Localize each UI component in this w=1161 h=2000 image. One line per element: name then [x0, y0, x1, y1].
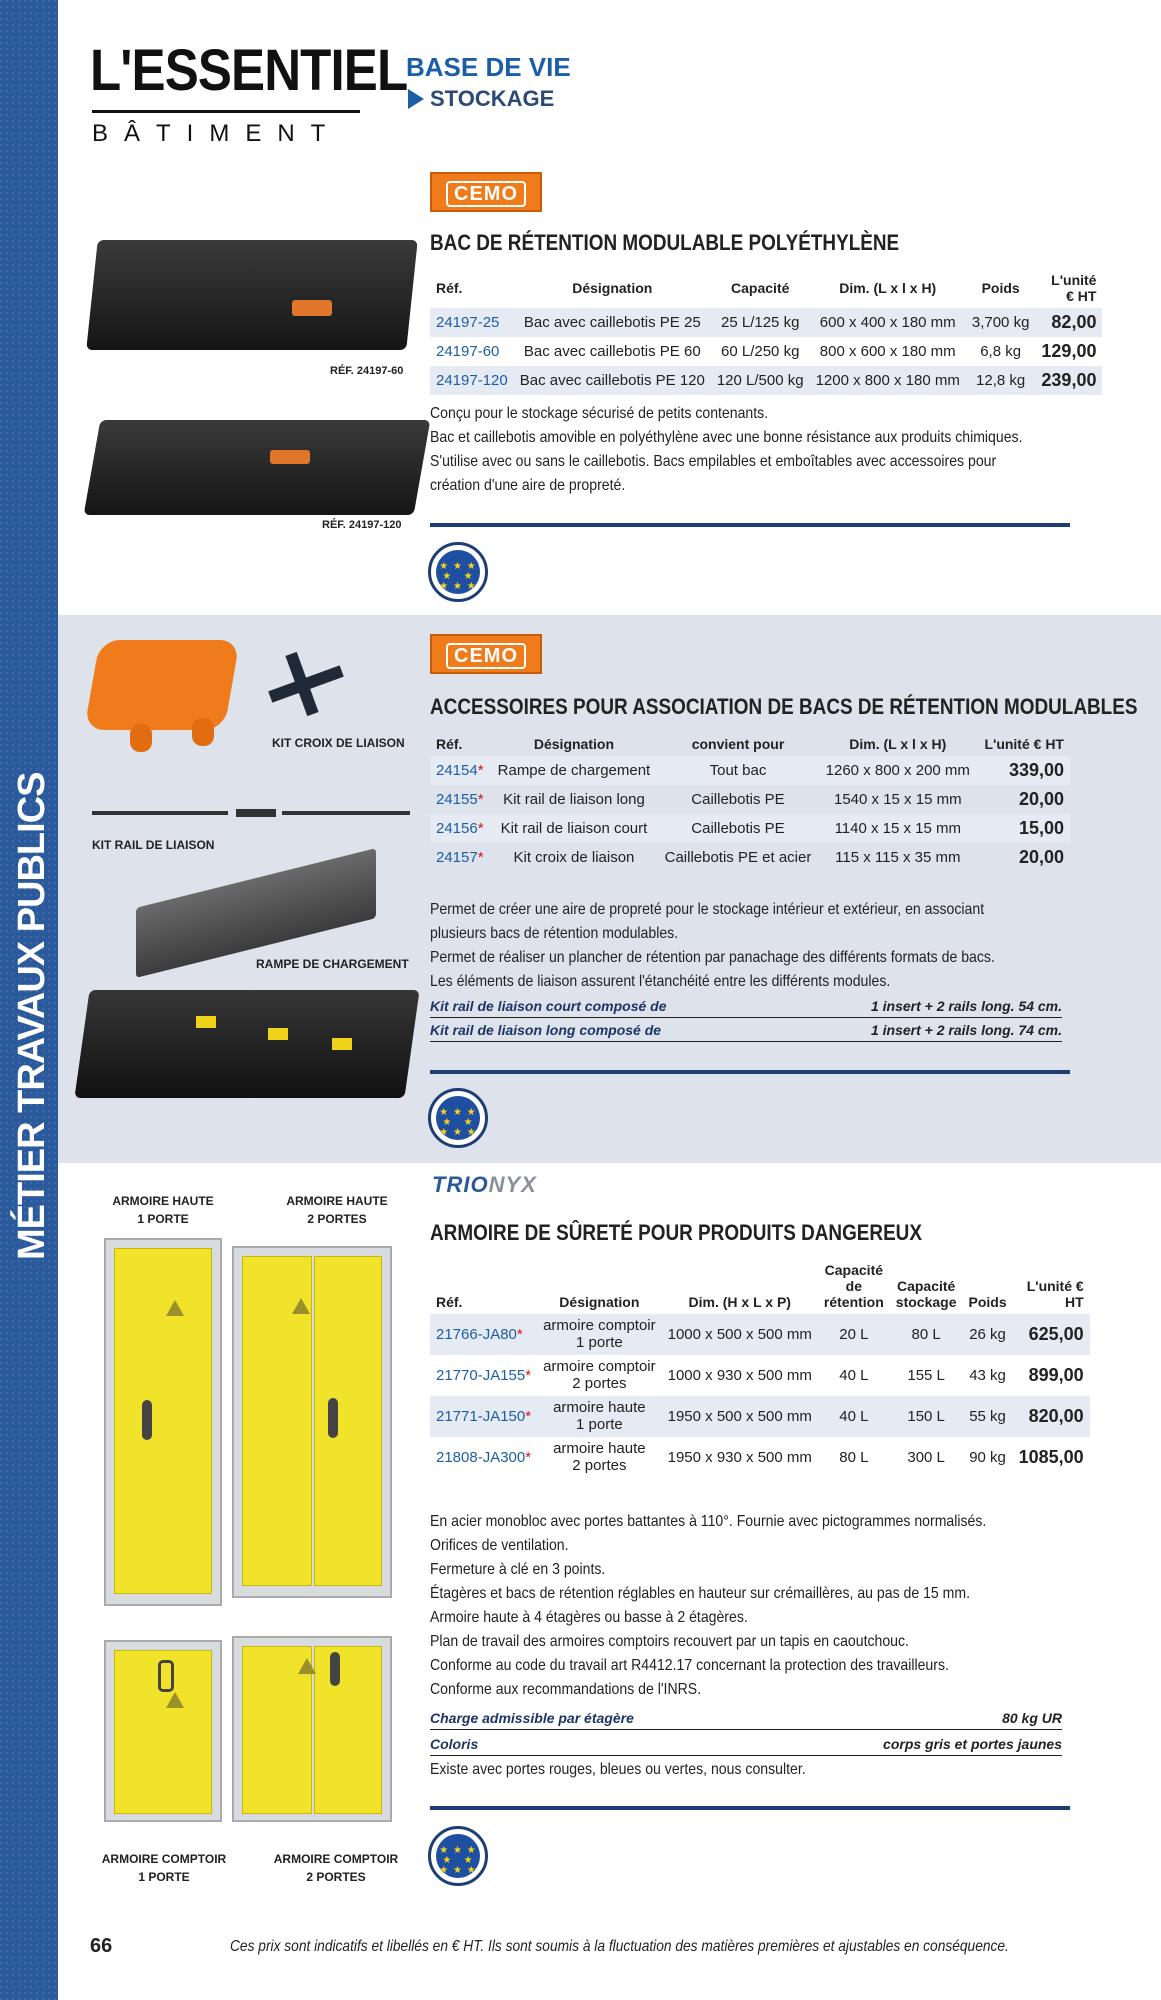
col-header: Poids	[981, 280, 1020, 297]
dimension-cell: 1950 x 500 x 500 mm	[662, 1396, 818, 1437]
product-image-rail	[92, 809, 410, 817]
caption-line: ARMOIRE HAUTE	[112, 1194, 214, 1208]
product-image-bac-60	[92, 240, 412, 360]
spec-value: 1 insert + 2 rails long. 74 cm.	[870, 1022, 1062, 1038]
col-header: Réf.	[436, 1294, 463, 1311]
storage-cell: 150 L	[890, 1396, 963, 1437]
caption-line: ARMOIRE COMPTOIR	[273, 1852, 399, 1866]
col-header: Dim. (L x l x H)	[839, 280, 937, 297]
ref-cell: 24156*	[430, 814, 490, 843]
retention-cell: 80 L	[839, 1449, 869, 1467]
fits-cell: Tout bac	[657, 756, 818, 785]
weight-cell: 26 kg	[962, 1314, 1012, 1355]
table-row	[430, 1437, 1090, 1478]
ref-cell: 21808-JA300*	[436, 1449, 532, 1467]
col-header-line: rétention	[823, 1294, 884, 1311]
price-cell: 20,00	[1018, 847, 1064, 868]
designation-line: armoire comptoir	[543, 1358, 656, 1376]
section-divider	[430, 1806, 1070, 1810]
brand-label: CEMO	[446, 643, 526, 669]
product-table-accessories	[430, 732, 1070, 872]
weight-cell: 43 kg	[969, 1367, 1006, 1385]
product-image-armoire-comptoir-2-portes	[232, 1636, 392, 1822]
dimension-cell: 1000 x 500 x 500 mm	[662, 1314, 818, 1355]
play-triangle-icon	[408, 89, 424, 109]
description-line: Plan de travail des armoires comptoirs recouvert par un tapis en caoutchouc.	[430, 1633, 909, 1650]
dimension-cell: 1200 x 800 x 180 mm	[810, 366, 966, 395]
price-cell: 20,00	[1018, 789, 1064, 810]
table-row	[430, 843, 1070, 872]
breadcrumb-category: BASE DE VIE	[406, 52, 571, 82]
storage-cell: 155 L	[907, 1367, 945, 1385]
logo-subtitle: BÂTIMENT	[92, 120, 342, 147]
section-divider	[430, 1070, 1070, 1074]
ref-cell: 21771-JA150*	[430, 1396, 537, 1437]
designation-cell	[537, 1355, 662, 1396]
designation-cell: Kit rail de liaison long	[503, 791, 645, 809]
caption-line: ARMOIRE COMPTOIR	[101, 1852, 227, 1866]
fits-cell: Caillebotis PE et acier	[664, 849, 812, 867]
product-description	[430, 898, 1072, 994]
image-caption-bac-60: RÉF. 24197-60	[330, 365, 404, 377]
table-header-row	[430, 732, 1070, 756]
ref-cell: 24197-120	[430, 366, 514, 395]
col-header: L'unité € HT	[1051, 272, 1097, 305]
dimension-cell: 1000 x 930 x 500 mm	[667, 1367, 812, 1385]
fits-cell: Caillebotis PE	[657, 814, 818, 843]
col-header: Dim. (L x l x H)	[849, 736, 947, 752]
spec-row	[430, 996, 1062, 1018]
description-line: Conforme aux recommandations de l'INRS.	[430, 1681, 702, 1698]
section-title: BAC DE RÉTENTION MODULABLE POLYÉTHYLÈNE	[430, 230, 900, 255]
description-line: Permet de créer une aire de propreté pour le stockage intérieur et extérieur, en associant	[430, 901, 985, 918]
spec-row	[430, 1708, 1062, 1730]
product-table-bacs	[430, 268, 1102, 395]
designation-line: armoire comptoir	[543, 1317, 656, 1335]
col-header	[890, 1258, 963, 1314]
product-description	[430, 402, 1072, 498]
price-cell: 239,00	[1035, 366, 1102, 395]
spec-value: 80 kg UR	[1002, 1710, 1062, 1726]
ref-value: 21771-JA150	[436, 1408, 526, 1426]
col-header-line: stockage	[895, 1294, 957, 1311]
breadcrumb-subcategory	[408, 86, 554, 112]
spec-value: 1 insert + 2 rails long. 54 cm.	[870, 998, 1062, 1014]
eu-flag-icon: ★ ★ ★ ★ ★ ★ ★ ★	[428, 1826, 488, 1886]
designation-line: 2 portes	[572, 1374, 627, 1392]
col-header	[818, 1258, 890, 1314]
spec-label: Coloris	[430, 1736, 479, 1752]
ref-cell: 21770-JA155*	[436, 1367, 532, 1385]
col-header-line: Capacité de	[824, 1262, 884, 1295]
col-header: convient pour	[691, 736, 785, 752]
product-image-croix	[92, 640, 232, 760]
price-cell: 899,00	[1028, 1365, 1084, 1386]
section-title: ACCESSOIRES POUR ASSOCIATION DE BACS DE RÉTENTION MODULABLES	[430, 694, 1138, 719]
brand-part: TRIO	[432, 1172, 489, 1197]
table-row	[430, 756, 1070, 785]
image-caption: RAMPE DE CHARGEMENT	[256, 957, 409, 971]
col-header: Réf.	[436, 280, 463, 297]
image-caption-bac-120: RÉF. 24197-120	[322, 519, 402, 531]
dimension-cell: 1140 x 15 x 15 mm	[819, 814, 978, 843]
ref-value: 24156	[436, 820, 478, 838]
table-row	[430, 785, 1070, 814]
description-line: Les éléments de liaison assurent l'étanchéité entre les différents modules.	[430, 973, 891, 990]
ref-cell: 24157*	[436, 849, 484, 867]
col-header: Poids	[968, 1294, 1007, 1311]
description-line: plusieurs bacs de rétention modulables.	[430, 925, 679, 942]
dimension-cell: 115 x 115 x 35 mm	[835, 849, 961, 867]
designation-line: 1 porte	[576, 1415, 623, 1433]
spec-row	[430, 1734, 1062, 1756]
spec-row	[430, 1020, 1062, 1042]
description-line: Étagères et bacs de rétention réglables en hauteur sur crémaillères, au pas de 15 mm.	[430, 1585, 971, 1602]
breadcrumb-subcategory-label: STOCKAGE	[430, 86, 555, 111]
table-row	[430, 337, 1102, 366]
table-row	[430, 366, 1102, 395]
ref-cell: 21766-JA80*	[430, 1314, 537, 1355]
product-image-assembled-bacs	[82, 990, 412, 1100]
footer-disclaimer: Ces prix sont indicatifs et libellés en € HT. Ils sont soumis à la fluctuation des matières premières et ajustables en conséquence.	[230, 1938, 1009, 1955]
image-caption	[96, 1850, 232, 1886]
product-image-rampe	[136, 848, 376, 948]
table-row	[430, 1355, 1090, 1396]
brand-label: CEMO	[446, 181, 526, 207]
designation-cell: Bac avec caillebotis PE 120	[514, 366, 711, 395]
col-header: Réf.	[436, 736, 463, 752]
price-cell: 15,00	[977, 814, 1070, 843]
ref-value: 24157	[436, 849, 478, 867]
designation-cell: Bac avec caillebotis PE 60	[523, 343, 701, 361]
weight-cell: 6,8 kg	[980, 343, 1022, 361]
dimension-cell: 1950 x 930 x 500 mm	[667, 1449, 812, 1467]
image-caption	[108, 1192, 218, 1228]
description-line: Bac et caillebotis amovible en polyéthylène avec une bonne résistance aux produits chimiques.	[430, 429, 1023, 446]
capacity-cell: 25 L/125 kg	[711, 308, 810, 337]
ref-value: 21770-JA155	[436, 1367, 526, 1385]
ref-value: 24154	[436, 762, 478, 780]
ref-cell: 24155*	[436, 791, 484, 809]
weight-cell: 3,700 kg	[966, 308, 1036, 337]
spec-label: Kit rail de liaison court composé de	[430, 998, 667, 1014]
section-title: ARMOIRE DE SÛRETÉ POUR PRODUITS DANGEREUX	[430, 1220, 922, 1245]
brand-logo-trionyx	[432, 1172, 537, 1198]
image-caption	[268, 1850, 404, 1886]
storage-cell: 80 L	[890, 1314, 963, 1355]
designation-cell: Bac avec caillebotis PE 25	[514, 308, 711, 337]
product-note: Existe avec portes rouges, bleues ou vertes, nous consulter.	[430, 1761, 806, 1778]
col-header-line: Capacité	[896, 1278, 956, 1295]
designation-cell: Kit croix de liaison	[513, 849, 635, 867]
price-cell: 82,00	[1035, 308, 1102, 337]
col-header: L'unité € HT	[984, 736, 1064, 752]
capacity-cell: 120 L/500 kg	[711, 366, 810, 395]
product-table-armoires	[430, 1258, 1090, 1478]
ref-value: 21766-JA80	[436, 1326, 517, 1344]
weight-cell: 55 kg	[962, 1396, 1012, 1437]
dimension-cell: 1540 x 15 x 15 mm	[834, 791, 962, 809]
col-header: Désignation	[572, 280, 653, 297]
image-caption: KIT CROIX DE LIAISON	[272, 736, 405, 750]
description-line: S'utilise avec ou sans le caillebotis. Bacs empilables et emboîtables avec accessoires pour	[430, 453, 997, 470]
product-image-armoire-haute-1-porte	[104, 1238, 222, 1606]
caption-line: 2 PORTES	[306, 1870, 366, 1884]
retention-cell: 40 L	[818, 1396, 890, 1437]
logo-divider	[92, 110, 360, 113]
dimension-cell: 1260 x 800 x 200 mm	[819, 756, 978, 785]
fits-cell: Caillebotis PE	[691, 791, 785, 809]
designation-line: 2 portes	[572, 1456, 627, 1474]
table-header-row	[430, 1258, 1090, 1314]
description-line: Fermeture à clé en 3 points.	[430, 1561, 606, 1578]
price-cell: 625,00	[1013, 1314, 1090, 1355]
ref-value: 24155	[436, 791, 478, 809]
product-image-armoire-haute-2-portes	[232, 1246, 392, 1598]
caption-line: 1 PORTE	[138, 1870, 190, 1884]
product-image-bac-120	[92, 420, 422, 520]
description-line: Orifices de ventilation.	[430, 1537, 569, 1554]
ref-value: 21808-JA300	[436, 1449, 526, 1467]
col-header: Désignation	[533, 736, 614, 752]
col-header: Désignation	[559, 1294, 640, 1311]
storage-cell: 300 L	[907, 1449, 945, 1467]
designation-cell: Rampe de chargement	[490, 756, 657, 785]
caption-line: ARMOIRE HAUTE	[286, 1194, 388, 1208]
dimension-cell: 600 x 400 x 180 mm	[810, 308, 966, 337]
description-line: création d'une aire de propreté.	[430, 477, 626, 494]
eu-flag-icon: ★ ★ ★ ★ ★ ★ ★ ★	[428, 542, 488, 602]
weight-cell: 12,8 kg	[966, 366, 1036, 395]
side-label: MÉTIER TRAVAUX PUBLICS	[11, 772, 53, 1260]
designation-cell: Kit rail de liaison court	[490, 814, 657, 843]
designation-cell	[537, 1396, 662, 1437]
eu-flag-icon: ★ ★ ★ ★ ★ ★ ★ ★	[428, 1088, 488, 1148]
description-line: Armoire haute à 4 étagères ou basse à 2 étagères.	[430, 1609, 748, 1626]
ref-cell: 24197-60	[436, 343, 500, 361]
price-cell: 129,00	[1041, 341, 1097, 362]
ref-cell: 24197-25	[430, 308, 514, 337]
ref-cell: 24154*	[430, 756, 490, 785]
image-caption	[282, 1192, 392, 1228]
brand-part: NYX	[488, 1172, 537, 1197]
col-header: Dim. (H x L x P)	[688, 1294, 791, 1311]
spec-value: corps gris et portes jaunes	[883, 1736, 1062, 1752]
description-line: Conforme au code du travail art R4412.17 concernant la protection des travailleurs.	[430, 1657, 949, 1674]
description-line: Permet de réaliser un plancher de rétention par panachage des différents formats de bacs.	[430, 949, 995, 966]
brand-logo-cemo	[430, 634, 542, 674]
spec-label: Charge admissible par étagère	[430, 1710, 634, 1726]
retention-cell: 20 L	[818, 1314, 890, 1355]
description-line: Conçu pour le stockage sécurisé de petits contenants.	[430, 405, 769, 422]
image-caption: KIT RAIL DE LIAISON	[92, 838, 215, 852]
capacity-cell: 60 L/250 kg	[721, 343, 800, 361]
col-header: L'unité € HT	[1026, 1278, 1084, 1311]
price-cell: 820,00	[1013, 1396, 1090, 1437]
page-number: 66	[90, 1935, 113, 1957]
product-description	[430, 1510, 1072, 1702]
price-cell: 1085,00	[1018, 1447, 1084, 1468]
table-row	[430, 814, 1070, 843]
weight-cell: 90 kg	[969, 1449, 1006, 1467]
product-image-cross-connector	[258, 648, 348, 718]
brand-logo-cemo	[430, 172, 542, 212]
designation-line: armoire haute	[553, 1440, 646, 1458]
spec-label: Kit rail de liaison long composé de	[430, 1022, 662, 1038]
retention-cell: 40 L	[839, 1367, 869, 1385]
logo-title: L'ESSENTIEL	[90, 38, 408, 103]
col-header: Capacité	[731, 280, 790, 297]
dimension-cell: 800 x 600 x 180 mm	[819, 343, 956, 361]
table-row	[430, 308, 1102, 337]
designation-cell	[537, 1314, 662, 1355]
section-divider	[430, 523, 1070, 527]
designation-cell	[537, 1437, 662, 1478]
table-row	[430, 1396, 1090, 1437]
designation-line: armoire haute	[553, 1399, 646, 1417]
price-cell: 339,00	[977, 756, 1070, 785]
table-row	[430, 1314, 1090, 1355]
designation-line: 1 porte	[576, 1333, 623, 1351]
caption-line: 1 PORTE	[137, 1212, 189, 1226]
product-image-armoire-comptoir-1-porte	[104, 1640, 222, 1822]
description-line: En acier monobloc avec portes battantes à 110°. Fournie avec pictogrammes normalisés.	[430, 1513, 987, 1530]
table-header-row	[430, 268, 1102, 308]
caption-line: 2 PORTES	[307, 1212, 367, 1226]
